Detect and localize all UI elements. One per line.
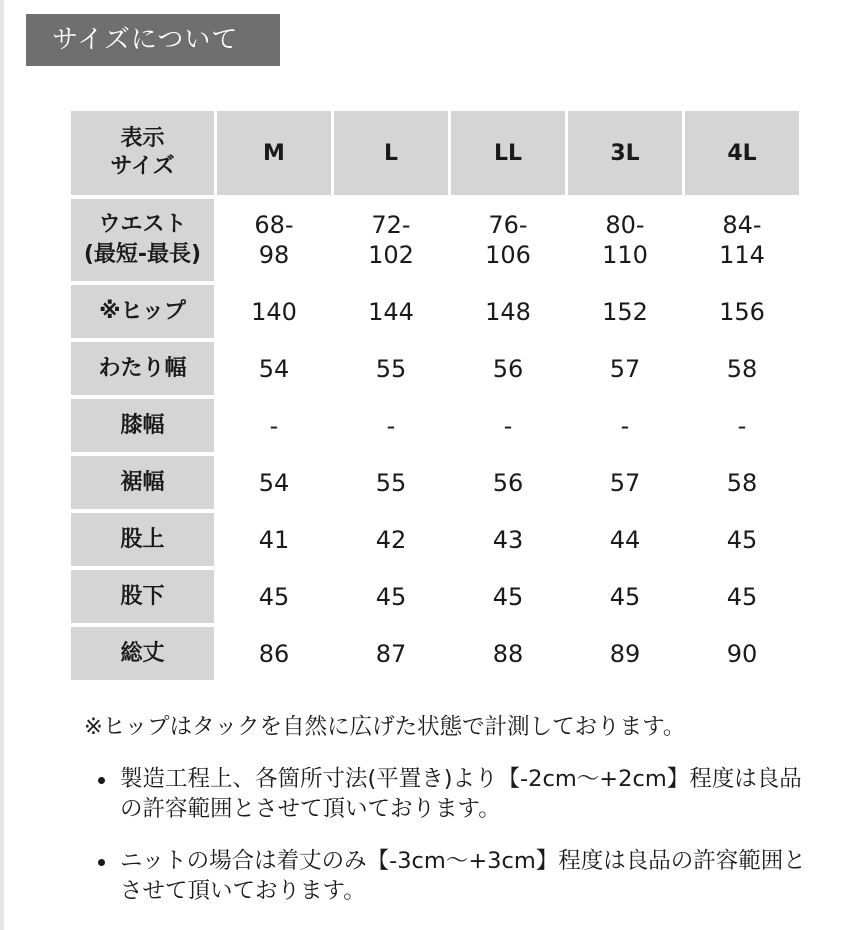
table-cell: 152 (568, 285, 682, 342)
table-cell: 42 (334, 513, 448, 570)
row-label-thigh-width: わたり幅 (71, 342, 214, 399)
table-cell: 156 (685, 285, 799, 342)
table-row-total-length (71, 627, 799, 684)
table-cell: 45 (685, 513, 799, 570)
waist-cell-l (334, 199, 448, 285)
size-header-4l: 4L (685, 111, 799, 199)
waist-min: 72- (371, 211, 411, 239)
table-cell: 87 (334, 627, 448, 684)
table-cell: 58 (685, 456, 799, 513)
table-cell: 54 (217, 342, 331, 399)
table-cell: 86 (217, 627, 331, 684)
table-row-inseam (71, 570, 799, 627)
table-cell: 55 (334, 456, 448, 513)
table-cell: - (451, 399, 565, 456)
table-row-hem-width (71, 456, 799, 513)
table-cell: 56 (451, 456, 565, 513)
size-header-ll: LL (451, 111, 565, 199)
corner-line-1: 表示 (120, 126, 165, 151)
table-cell: 148 (451, 285, 565, 342)
size-header-3l: 3L (568, 111, 682, 199)
table-cell: 41 (217, 513, 331, 570)
header-row (71, 111, 799, 199)
table-row-hip (71, 285, 799, 342)
list-item (84, 764, 824, 824)
table-cell: 44 (568, 513, 682, 570)
waist-cell-3l (568, 199, 682, 285)
table-row-waist (71, 199, 799, 285)
section-title: サイズについて (26, 14, 280, 66)
table-cell: 140 (217, 285, 331, 342)
waist-cell-ll (451, 199, 565, 285)
table-row-knee-width (71, 399, 799, 456)
bullet-dot-icon (98, 859, 105, 866)
waist-min: 80- (605, 211, 645, 239)
size-header-l: L (334, 111, 448, 199)
table-cell: 56 (451, 342, 565, 399)
table-row-rise (71, 513, 799, 570)
row-label-hip: ※ヒップ (71, 285, 214, 342)
waist-max: 114 (719, 241, 765, 269)
table-cell: 45 (217, 570, 331, 627)
table-cell: 54 (217, 456, 331, 513)
waist-max: 102 (368, 241, 414, 269)
table-cell: 90 (685, 627, 799, 684)
size-header-m: M (217, 111, 331, 199)
hip-measurement-note: ※ヒップはタックを自然に広げた状態で計測しております。 (84, 714, 686, 740)
table-row-thigh-width (71, 342, 799, 399)
bullet-dot-icon (98, 777, 105, 784)
table-cell: 57 (568, 342, 682, 399)
waist-cell-4l (685, 199, 799, 285)
waist-label-line-2: (最短-最長) (83, 242, 202, 267)
row-label-inseam: 股下 (71, 570, 214, 627)
table-cell: 45 (685, 570, 799, 627)
row-label-knee-width: 膝幅 (71, 399, 214, 456)
size-notes (84, 712, 824, 928)
waist-max: 98 (258, 241, 290, 269)
row-label-rise: 股上 (71, 513, 214, 570)
tolerance-note-text: 製造工程上、各箇所寸法(平置き)より【-2cm～+2cm】程度は良品の許容範囲とさせて頂いております。 (120, 766, 802, 822)
corner-line-2: サイズ (110, 154, 175, 179)
tolerance-notes-list (84, 764, 824, 906)
table-cell: 58 (685, 342, 799, 399)
table-cell: - (685, 399, 799, 456)
table-cell: 45 (334, 570, 448, 627)
waist-min: 68- (254, 211, 294, 239)
table-cell: - (334, 399, 448, 456)
left-edge-rule (0, 0, 4, 930)
corner-header (71, 111, 214, 199)
waist-max: 110 (602, 241, 648, 269)
knit-tolerance-note-text: ニットの場合は着丈のみ【-3cm～+3cm】程度は良品の許容範囲とさせて頂いております。 (120, 848, 806, 904)
table-cell: 45 (451, 570, 565, 627)
waist-cell-m (217, 199, 331, 285)
row-label-waist (71, 199, 214, 285)
waist-label-line-1: ウエスト (98, 212, 187, 237)
size-table (68, 111, 802, 684)
table-cell: 45 (568, 570, 682, 627)
row-label-hem-width: 裾幅 (71, 456, 214, 513)
table-cell: 43 (451, 513, 565, 570)
row-label-total-length: 総丈 (71, 627, 214, 684)
waist-min: 76- (488, 211, 528, 239)
table-cell: - (568, 399, 682, 456)
waist-max: 106 (485, 241, 531, 269)
table-cell: 88 (451, 627, 565, 684)
list-item (84, 846, 824, 906)
waist-min: 84- (722, 211, 762, 239)
table-cell: 57 (568, 456, 682, 513)
table-cell: 89 (568, 627, 682, 684)
table-cell: 144 (334, 285, 448, 342)
table-cell: - (217, 399, 331, 456)
table-cell: 55 (334, 342, 448, 399)
